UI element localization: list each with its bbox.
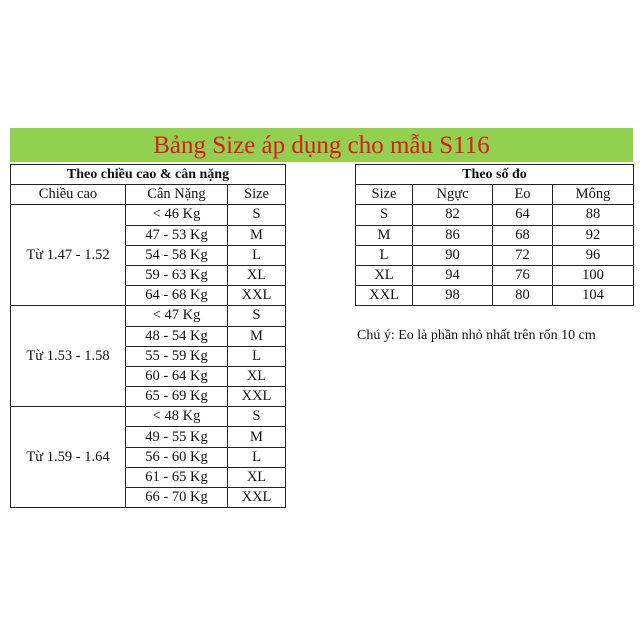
waist-note: Chú ý: Eo là phần nhỏ nhất trên rốn 10 cm — [357, 328, 596, 343]
table-row — [11, 205, 286, 225]
weight-cell: 56 - 60 Kg — [126, 447, 228, 467]
table-row — [356, 286, 634, 306]
hip-cell: 92 — [553, 225, 634, 245]
size-cell: M — [228, 427, 286, 447]
weight-cell: < 47 Kg — [126, 306, 228, 326]
table-row — [356, 205, 634, 225]
height-range-cell: Từ 1.59 - 1.64 — [11, 407, 126, 508]
measurement-rows — [356, 205, 634, 306]
size-cell: L — [228, 447, 286, 467]
weight-cell: 60 - 64 Kg — [126, 366, 228, 386]
hip-cell: 96 — [553, 245, 634, 265]
height-weight-caption: Theo chiều cao & cân nặng — [11, 165, 286, 185]
size-cell: XL — [356, 265, 413, 285]
size-cell: M — [228, 326, 286, 346]
weight-cell: 48 - 54 Kg — [126, 326, 228, 346]
table-row — [11, 407, 286, 427]
size-cell: XL — [228, 366, 286, 386]
height-range-cell: Từ 1.47 - 1.52 — [11, 205, 126, 306]
table-row — [356, 225, 634, 245]
waist-cell: 72 — [493, 245, 553, 265]
hip-cell: 104 — [553, 286, 634, 306]
size-cell: S — [356, 205, 413, 225]
chest-cell: 90 — [413, 245, 493, 265]
weight-cell: < 48 Kg — [126, 407, 228, 427]
size-cell: M — [228, 225, 286, 245]
weight-cell: 47 - 53 Kg — [126, 225, 228, 245]
header-chest: Ngực — [413, 185, 493, 205]
header-height: Chiều cao — [11, 185, 126, 205]
header-weight: Cân Nặng — [126, 185, 228, 205]
weight-cell: 61 - 65 Kg — [126, 467, 228, 487]
size-cell: XXL — [356, 286, 413, 306]
weight-cell: < 46 Kg — [126, 205, 228, 225]
table-row — [356, 265, 634, 285]
measurement-caption: Theo số đo — [356, 165, 634, 185]
waist-cell: 68 — [493, 225, 553, 245]
size-cell: S — [228, 205, 286, 225]
header-hip: Mông — [553, 185, 634, 205]
size-cell: XL — [228, 467, 286, 487]
waist-cell: 76 — [493, 265, 553, 285]
weight-cell: 54 - 58 Kg — [126, 245, 228, 265]
table-row — [11, 306, 286, 326]
chest-cell: 82 — [413, 205, 493, 225]
size-cell: XXL — [228, 488, 286, 508]
header-waist: Eo — [493, 185, 553, 205]
hip-cell: 100 — [553, 265, 634, 285]
size-cell: L — [228, 346, 286, 366]
hip-cell: 88 — [553, 205, 634, 225]
size-cell: XXL — [228, 286, 286, 306]
size-chart-title: Bảng Size áp dụng cho mẫu S116 — [10, 128, 633, 162]
weight-cell: 64 - 68 Kg — [126, 286, 228, 306]
chest-cell: 98 — [413, 286, 493, 306]
weight-cell: 55 - 59 Kg — [126, 346, 228, 366]
size-cell: M — [356, 225, 413, 245]
size-cell: XXL — [228, 387, 286, 407]
size-cell: XL — [228, 265, 286, 285]
height-weight-rows — [11, 205, 286, 508]
table-row — [356, 245, 634, 265]
height-weight-size-table — [10, 164, 286, 508]
size-cell: L — [356, 245, 413, 265]
weight-cell: 59 - 63 Kg — [126, 265, 228, 285]
chest-cell: 86 — [413, 225, 493, 245]
header-size: Size — [228, 185, 286, 205]
weight-cell: 49 - 55 Kg — [126, 427, 228, 447]
weight-cell: 66 - 70 Kg — [126, 488, 228, 508]
chest-cell: 94 — [413, 265, 493, 285]
header-size: Size — [356, 185, 413, 205]
height-range-cell: Từ 1.53 - 1.58 — [11, 306, 126, 407]
measurement-size-table — [355, 164, 634, 306]
weight-cell: 65 - 69 Kg — [126, 387, 228, 407]
waist-cell: 80 — [493, 286, 553, 306]
size-cell: L — [228, 245, 286, 265]
size-cell: S — [228, 306, 286, 326]
waist-cell: 64 — [493, 205, 553, 225]
size-cell: S — [228, 407, 286, 427]
